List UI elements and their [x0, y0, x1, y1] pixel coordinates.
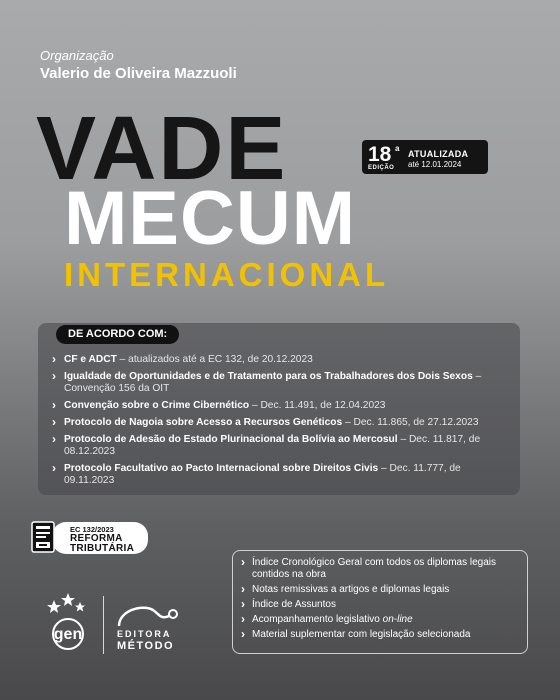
accord-item: › Convenção sobre o Crime Cibernético – Dec. 11.491, de 12.04.2023 — [52, 400, 492, 412]
edition-date: até 12.01.2024 — [408, 160, 462, 169]
publisher-editora: EDITORA — [117, 629, 172, 639]
reform-ec: EC 132/2023 — [70, 525, 114, 534]
title-internacional: INTERNACIONAL — [64, 256, 390, 293]
edition-superscript: a — [395, 144, 400, 153]
gen-logo-text: gen — [53, 626, 83, 643]
gen-logo — [40, 590, 96, 654]
accord-header: DE ACORDO COM: — [56, 325, 179, 344]
feature-item: › Notas remissivas a artigos e diplomas legais — [241, 584, 519, 596]
logo-divider — [103, 596, 104, 654]
edition-word: EDIÇÃO — [368, 165, 395, 171]
edition-badge — [362, 140, 488, 174]
publisher-metodo: MÉTODO — [117, 640, 175, 652]
organization-label: Organização — [40, 48, 114, 63]
accord-list — [52, 354, 492, 492]
edition-number: 18 — [368, 143, 392, 166]
title-mecum: MECUM — [64, 176, 357, 261]
feature-item: › Acompanhamento legislativo on-line — [241, 614, 519, 626]
accord-item: › Protocolo de Nagoia sobre Acesso a Recursos Genéticos – Dec. 11.865, de 27.12.2023 — [52, 417, 492, 429]
feature-item: › Material suplementar com legislação selecionada — [241, 629, 519, 641]
feature-item: › Índice Cronológico Geral com todos os diplomas legais contidos na obra — [241, 557, 519, 581]
reform-line2: TRIBUTÁRIA — [70, 543, 135, 554]
accord-item: › Protocolo de Adesão do Estado Plurinacional da Bolívia ao Mercosul – Dec. 11.817, de 08.12.2023 — [52, 434, 492, 458]
reform-badge — [26, 518, 150, 558]
feature-item: › Índice de Assuntos — [241, 599, 519, 611]
edition-updated: ATUALIZADA — [408, 149, 469, 159]
title-vade: VADE — [36, 99, 288, 199]
reform-line1: REFORMA — [70, 533, 123, 544]
book-icon — [26, 518, 66, 558]
accord-item: › Protocolo Facultativo ao Pacto Internacional sobre Direitos Civis – Dec. 11.777, de 09.11.2023 — [52, 463, 492, 487]
features-box — [232, 550, 528, 654]
accord-item: › CF e ADCT – atualizados até a EC 132, de 20.12.2023 — [52, 354, 492, 366]
accord-item: › Igualdade de Oportunidades e de Tratamento para os Trabalhadores dos Dois Sexos – Convenção 156 da OIT — [52, 371, 492, 395]
author-name: Valerio de Oliveira Mazzuoli — [40, 65, 237, 82]
features-list — [241, 557, 519, 641]
